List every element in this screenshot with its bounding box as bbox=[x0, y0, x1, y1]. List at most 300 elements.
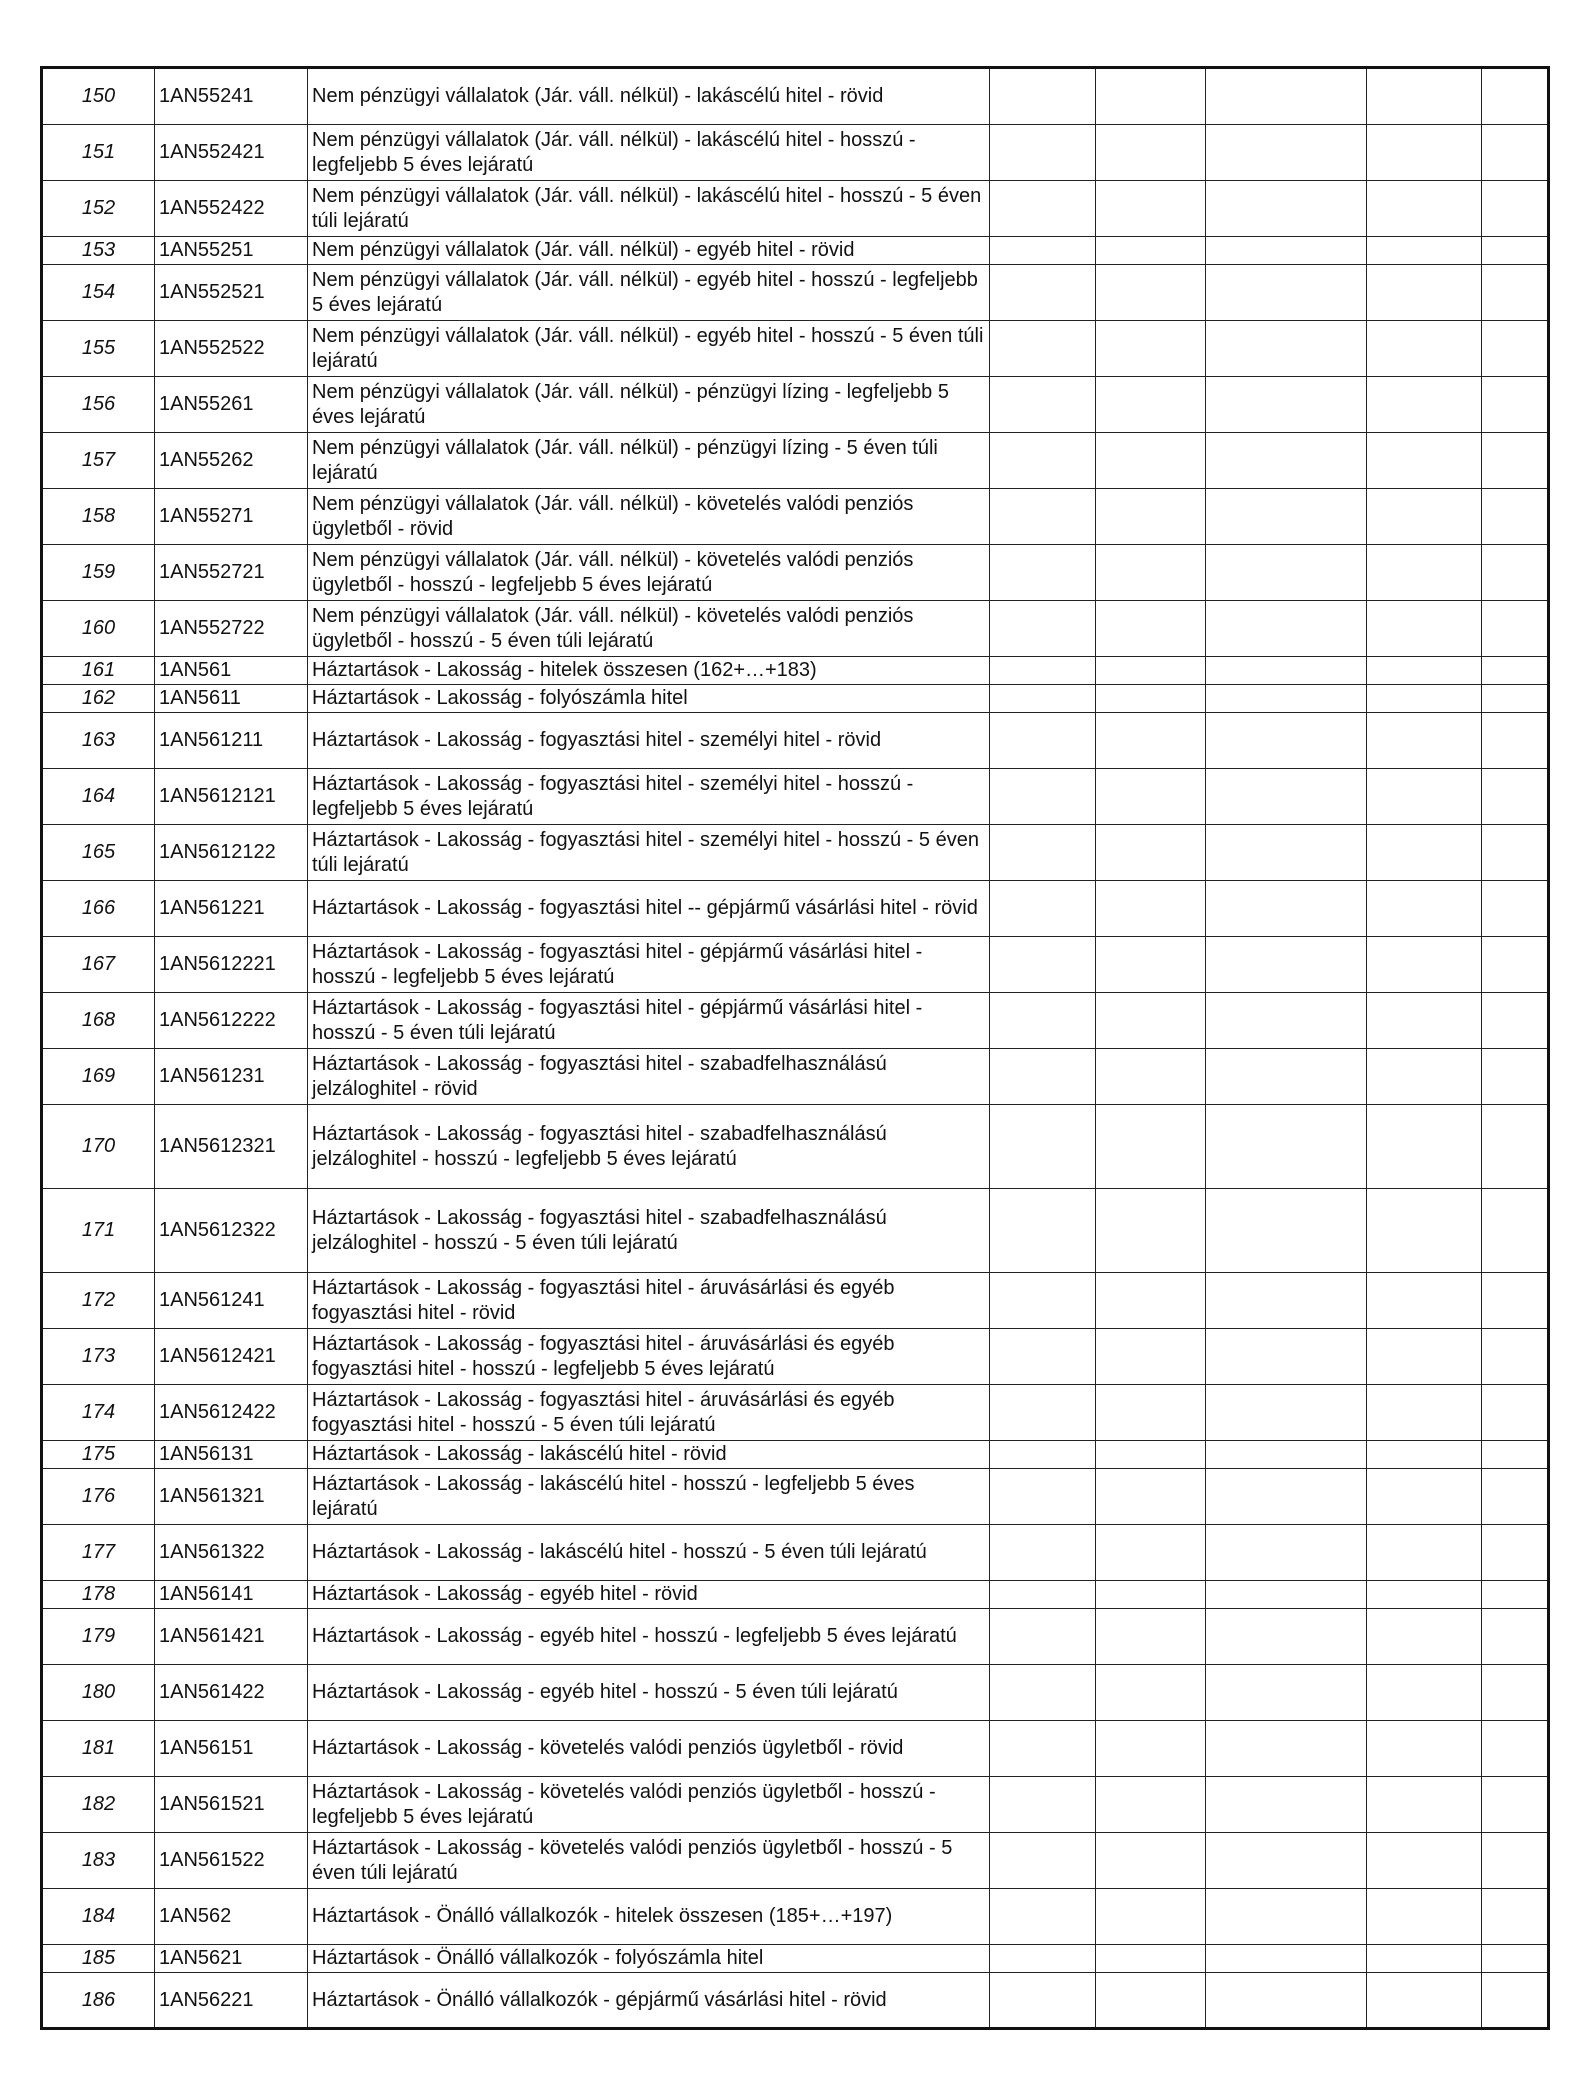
row-number: 158 bbox=[42, 489, 155, 545]
row-description: Háztartások - Lakosság - lakáscélú hitel - hosszú - 5 éven túli lejáratú bbox=[308, 1525, 990, 1581]
table-row bbox=[42, 125, 1549, 181]
empty-value-cell bbox=[1367, 1945, 1482, 1973]
row-description: Nem pénzügyi vállalatok (Jár. váll. nélkül) - követelés valódi penziós ügyletből - hosszú - 5 éven túli lejáratú bbox=[308, 601, 990, 657]
empty-value-cell bbox=[1096, 825, 1206, 881]
table-row bbox=[42, 1665, 1549, 1721]
table-row bbox=[42, 1385, 1549, 1441]
empty-value-cell bbox=[1367, 1721, 1482, 1777]
empty-value-cell bbox=[1482, 433, 1549, 489]
table-row bbox=[42, 993, 1549, 1049]
row-number: 164 bbox=[42, 769, 155, 825]
empty-value-cell bbox=[990, 1721, 1096, 1777]
row-description: Háztartások - Lakosság - fogyasztási hitel - gépjármű vásárlási hitel - hosszú - legfeljebb 5 éves lejáratú bbox=[308, 937, 990, 993]
empty-value-cell bbox=[1367, 713, 1482, 769]
row-code: 1AN561231 bbox=[155, 1049, 308, 1105]
empty-value-cell bbox=[1367, 1189, 1482, 1273]
empty-value-cell bbox=[1096, 1889, 1206, 1945]
empty-value-cell bbox=[990, 265, 1096, 321]
empty-value-cell bbox=[1096, 685, 1206, 713]
empty-value-cell bbox=[1206, 881, 1367, 937]
row-number: 150 bbox=[42, 68, 155, 125]
empty-value-cell bbox=[990, 237, 1096, 265]
row-number: 159 bbox=[42, 545, 155, 601]
empty-value-cell bbox=[1482, 1049, 1549, 1105]
empty-value-cell bbox=[990, 489, 1096, 545]
row-number: 173 bbox=[42, 1329, 155, 1385]
empty-value-cell bbox=[1367, 1049, 1482, 1105]
row-description: Háztartások - Önálló vállalkozók - folyószámla hitel bbox=[308, 1945, 990, 1973]
empty-value-cell bbox=[1096, 1833, 1206, 1889]
empty-value-cell bbox=[1096, 265, 1206, 321]
empty-value-cell bbox=[1367, 1973, 1482, 2029]
empty-value-cell bbox=[1367, 1833, 1482, 1889]
table-row bbox=[42, 265, 1549, 321]
row-description: Háztartások - Lakosság - lakáscélú hitel - hosszú - legfeljebb 5 éves lejáratú bbox=[308, 1469, 990, 1525]
empty-value-cell bbox=[990, 1945, 1096, 1973]
table-row bbox=[42, 181, 1549, 237]
empty-value-cell bbox=[1367, 1777, 1482, 1833]
empty-value-cell bbox=[1482, 1105, 1549, 1189]
empty-value-cell bbox=[990, 181, 1096, 237]
empty-value-cell bbox=[990, 1441, 1096, 1469]
table-row bbox=[42, 769, 1549, 825]
row-code: 1AN561322 bbox=[155, 1525, 308, 1581]
empty-value-cell bbox=[1206, 1049, 1367, 1105]
empty-value-cell bbox=[1482, 1665, 1549, 1721]
empty-value-cell bbox=[1206, 433, 1367, 489]
empty-value-cell bbox=[1206, 1525, 1367, 1581]
empty-value-cell bbox=[1367, 1609, 1482, 1665]
empty-value-cell bbox=[1096, 433, 1206, 489]
table-row bbox=[42, 433, 1549, 489]
row-code: 1AN55241 bbox=[155, 68, 308, 125]
row-code: 1AN5612221 bbox=[155, 937, 308, 993]
empty-value-cell bbox=[1206, 825, 1367, 881]
row-code: 1AN552721 bbox=[155, 545, 308, 601]
empty-value-cell bbox=[990, 937, 1096, 993]
empty-value-cell bbox=[990, 1273, 1096, 1329]
row-code: 1AN561211 bbox=[155, 713, 308, 769]
empty-value-cell bbox=[1482, 1945, 1549, 1973]
empty-value-cell bbox=[1367, 181, 1482, 237]
row-description: Háztartások - Lakosság - fogyasztási hitel - áruvásárlási és egyéb fogyasztási hitel - hosszú - 5 éven túli lejáratú bbox=[308, 1385, 990, 1441]
empty-value-cell bbox=[1096, 1273, 1206, 1329]
empty-value-cell bbox=[1206, 993, 1367, 1049]
row-code: 1AN5612421 bbox=[155, 1329, 308, 1385]
empty-value-cell bbox=[1367, 1441, 1482, 1469]
empty-value-cell bbox=[1482, 377, 1549, 433]
row-code: 1AN552521 bbox=[155, 265, 308, 321]
row-number: 181 bbox=[42, 1721, 155, 1777]
empty-value-cell bbox=[1206, 657, 1367, 685]
row-number: 157 bbox=[42, 433, 155, 489]
empty-value-cell bbox=[1482, 1581, 1549, 1609]
empty-value-cell bbox=[1367, 68, 1482, 125]
empty-value-cell bbox=[1482, 1329, 1549, 1385]
row-description: Háztartások - Lakosság - egyéb hitel - rövid bbox=[308, 1581, 990, 1609]
empty-value-cell bbox=[1096, 1973, 1206, 2029]
row-description: Háztartások - Lakosság - folyószámla hitel bbox=[308, 685, 990, 713]
row-number: 170 bbox=[42, 1105, 155, 1189]
empty-value-cell bbox=[1367, 1469, 1482, 1525]
row-number: 152 bbox=[42, 181, 155, 237]
row-number: 176 bbox=[42, 1469, 155, 1525]
table-row bbox=[42, 1525, 1549, 1581]
table-row bbox=[42, 881, 1549, 937]
empty-value-cell bbox=[990, 657, 1096, 685]
row-code: 1AN561241 bbox=[155, 1273, 308, 1329]
row-number: 167 bbox=[42, 937, 155, 993]
row-number: 185 bbox=[42, 1945, 155, 1973]
empty-value-cell bbox=[1482, 1609, 1549, 1665]
row-description: Háztartások - Lakosság - fogyasztási hitel -- gépjármű vásárlási hitel - rövid bbox=[308, 881, 990, 937]
row-description: Háztartások - Lakosság - egyéb hitel - hosszú - legfeljebb 5 éves lejáratú bbox=[308, 1609, 990, 1665]
empty-value-cell bbox=[1206, 601, 1367, 657]
table-row bbox=[42, 1273, 1549, 1329]
empty-value-cell bbox=[1096, 1721, 1206, 1777]
row-number: 171 bbox=[42, 1189, 155, 1273]
table-row bbox=[42, 1833, 1549, 1889]
table-row bbox=[42, 1189, 1549, 1273]
empty-value-cell bbox=[990, 125, 1096, 181]
empty-value-cell bbox=[1367, 377, 1482, 433]
row-description: Háztartások - Lakosság - egyéb hitel - hosszú - 5 éven túli lejáratú bbox=[308, 1665, 990, 1721]
empty-value-cell bbox=[1367, 1889, 1482, 1945]
empty-value-cell bbox=[1096, 937, 1206, 993]
empty-value-cell bbox=[1206, 321, 1367, 377]
row-description: Nem pénzügyi vállalatok (Jár. váll. nélkül) - lakáscélú hitel - hosszú - 5 éven túli lejáratú bbox=[308, 181, 990, 237]
row-description: Háztartások - Lakosság - fogyasztási hitel - személyi hitel - rövid bbox=[308, 713, 990, 769]
row-code: 1AN55251 bbox=[155, 237, 308, 265]
empty-value-cell bbox=[1482, 489, 1549, 545]
table-row bbox=[42, 489, 1549, 545]
empty-value-cell bbox=[990, 321, 1096, 377]
empty-value-cell bbox=[1482, 181, 1549, 237]
row-code: 1AN5612321 bbox=[155, 1105, 308, 1189]
row-description: Háztartások - Önálló vállalkozók - gépjármű vásárlási hitel - rövid bbox=[308, 1973, 990, 2029]
empty-value-cell bbox=[1367, 1665, 1482, 1721]
row-number: 186 bbox=[42, 1973, 155, 2029]
row-code: 1AN56221 bbox=[155, 1973, 308, 2029]
empty-value-cell bbox=[990, 545, 1096, 601]
empty-value-cell bbox=[1482, 1721, 1549, 1777]
row-code: 1AN56131 bbox=[155, 1441, 308, 1469]
empty-value-cell bbox=[1367, 685, 1482, 713]
empty-value-cell bbox=[990, 601, 1096, 657]
empty-value-cell bbox=[990, 713, 1096, 769]
table-row bbox=[42, 657, 1549, 685]
row-number: 166 bbox=[42, 881, 155, 937]
table-row bbox=[42, 1329, 1549, 1385]
table-row bbox=[42, 1105, 1549, 1189]
empty-value-cell bbox=[990, 1525, 1096, 1581]
row-number: 163 bbox=[42, 713, 155, 769]
empty-value-cell bbox=[1206, 265, 1367, 321]
empty-value-cell bbox=[1482, 321, 1549, 377]
empty-value-cell bbox=[990, 1777, 1096, 1833]
row-code: 1AN55262 bbox=[155, 433, 308, 489]
empty-value-cell bbox=[1367, 125, 1482, 181]
row-description: Háztartások - Lakosság - fogyasztási hitel - szabadfelhasználású jelzáloghitel - rövid bbox=[308, 1049, 990, 1105]
empty-value-cell bbox=[1482, 1385, 1549, 1441]
row-description: Háztartások - Lakosság - fogyasztási hitel - szabadfelhasználású jelzáloghitel - hosszú - legfeljebb 5 éves lejáratú bbox=[308, 1105, 990, 1189]
empty-value-cell bbox=[1206, 1329, 1367, 1385]
data-table bbox=[40, 66, 1550, 2030]
empty-value-cell bbox=[1096, 1665, 1206, 1721]
empty-value-cell bbox=[1482, 1525, 1549, 1581]
row-description: Nem pénzügyi vállalatok (Jár. váll. nélkül) - pénzügyi lízing - 5 éven túli lejáratú bbox=[308, 433, 990, 489]
empty-value-cell bbox=[990, 1581, 1096, 1609]
empty-value-cell bbox=[1482, 237, 1549, 265]
row-code: 1AN552522 bbox=[155, 321, 308, 377]
row-number: 168 bbox=[42, 993, 155, 1049]
empty-value-cell bbox=[1206, 1945, 1367, 1973]
empty-value-cell bbox=[1206, 1441, 1367, 1469]
row-code: 1AN561 bbox=[155, 657, 308, 685]
row-number: 184 bbox=[42, 1889, 155, 1945]
empty-value-cell bbox=[1367, 601, 1482, 657]
empty-value-cell bbox=[1096, 769, 1206, 825]
row-code: 1AN561321 bbox=[155, 1469, 308, 1525]
empty-value-cell bbox=[1482, 825, 1549, 881]
empty-value-cell bbox=[990, 377, 1096, 433]
empty-value-cell bbox=[1096, 68, 1206, 125]
empty-value-cell bbox=[1206, 685, 1367, 713]
empty-value-cell bbox=[990, 1049, 1096, 1105]
row-description: Háztartások - Lakosság - követelés valódi penziós ügyletből - hosszú - legfeljebb 5 éves lejáratú bbox=[308, 1777, 990, 1833]
empty-value-cell bbox=[1206, 1721, 1367, 1777]
empty-value-cell bbox=[990, 1665, 1096, 1721]
empty-value-cell bbox=[1367, 937, 1482, 993]
empty-value-cell bbox=[1482, 1833, 1549, 1889]
row-description: Nem pénzügyi vállalatok (Jár. váll. nélkül) - egyéb hitel - hosszú - legfeljebb 5 éves lejáratú bbox=[308, 265, 990, 321]
row-code: 1AN561422 bbox=[155, 1665, 308, 1721]
row-number: 153 bbox=[42, 237, 155, 265]
empty-value-cell bbox=[1096, 1777, 1206, 1833]
row-code: 1AN56141 bbox=[155, 1581, 308, 1609]
empty-value-cell bbox=[1206, 937, 1367, 993]
row-number: 156 bbox=[42, 377, 155, 433]
row-number: 175 bbox=[42, 1441, 155, 1469]
empty-value-cell bbox=[1367, 545, 1482, 601]
table-row bbox=[42, 1441, 1549, 1469]
empty-value-cell bbox=[1482, 993, 1549, 1049]
row-code: 1AN552722 bbox=[155, 601, 308, 657]
empty-value-cell bbox=[1206, 1273, 1367, 1329]
empty-value-cell bbox=[1367, 825, 1482, 881]
empty-value-cell bbox=[1206, 1777, 1367, 1833]
empty-value-cell bbox=[1096, 1441, 1206, 1469]
row-description: Háztartások - Lakosság - lakáscélú hitel - rövid bbox=[308, 1441, 990, 1469]
empty-value-cell bbox=[1206, 181, 1367, 237]
table-row bbox=[42, 937, 1549, 993]
empty-value-cell bbox=[990, 1609, 1096, 1665]
row-number: 177 bbox=[42, 1525, 155, 1581]
empty-value-cell bbox=[1367, 881, 1482, 937]
row-description: Nem pénzügyi vállalatok (Jár. váll. nélkül) - követelés valódi penziós ügyletből - hosszú - legfeljebb 5 éves lejáratú bbox=[308, 545, 990, 601]
empty-value-cell bbox=[1096, 1385, 1206, 1441]
row-code: 1AN5612322 bbox=[155, 1189, 308, 1273]
empty-value-cell bbox=[1482, 265, 1549, 321]
table-row bbox=[42, 1609, 1549, 1665]
row-number: 161 bbox=[42, 657, 155, 685]
empty-value-cell bbox=[990, 993, 1096, 1049]
row-code: 1AN552422 bbox=[155, 181, 308, 237]
empty-value-cell bbox=[1096, 125, 1206, 181]
empty-value-cell bbox=[1206, 237, 1367, 265]
row-code: 1AN561522 bbox=[155, 1833, 308, 1889]
empty-value-cell bbox=[1482, 685, 1549, 713]
empty-value-cell bbox=[1096, 237, 1206, 265]
empty-value-cell bbox=[990, 433, 1096, 489]
empty-value-cell bbox=[1482, 68, 1549, 125]
empty-value-cell bbox=[990, 1833, 1096, 1889]
empty-value-cell bbox=[1206, 68, 1367, 125]
table-row bbox=[42, 545, 1549, 601]
empty-value-cell bbox=[1367, 433, 1482, 489]
row-description: Háztartások - Lakosság - hitelek összesen (162+…+183) bbox=[308, 657, 990, 685]
row-description: Háztartások - Lakosság - fogyasztási hitel - áruvásárlási és egyéb fogyasztási hitel - hosszú - legfeljebb 5 éves lejáratú bbox=[308, 1329, 990, 1385]
empty-value-cell bbox=[1482, 1441, 1549, 1469]
table-row bbox=[42, 601, 1549, 657]
empty-value-cell bbox=[1367, 1581, 1482, 1609]
empty-value-cell bbox=[1367, 1525, 1482, 1581]
empty-value-cell bbox=[1482, 1889, 1549, 1945]
table-row bbox=[42, 1889, 1549, 1945]
table-row bbox=[42, 377, 1549, 433]
row-number: 154 bbox=[42, 265, 155, 321]
empty-value-cell bbox=[990, 881, 1096, 937]
row-description: Háztartások - Lakosság - követelés valódi penziós ügyletből - hosszú - 5 éven túli lejáratú bbox=[308, 1833, 990, 1889]
empty-value-cell bbox=[1482, 769, 1549, 825]
empty-value-cell bbox=[990, 1469, 1096, 1525]
row-description: Háztartások - Lakosság - követelés valódi penziós ügyletből - rövid bbox=[308, 1721, 990, 1777]
empty-value-cell bbox=[990, 1189, 1096, 1273]
empty-value-cell bbox=[1206, 377, 1367, 433]
row-number: 178 bbox=[42, 1581, 155, 1609]
row-code: 1AN56151 bbox=[155, 1721, 308, 1777]
empty-value-cell bbox=[1482, 601, 1549, 657]
table-row bbox=[42, 237, 1549, 265]
row-code: 1AN5621 bbox=[155, 1945, 308, 1973]
row-number: 172 bbox=[42, 1273, 155, 1329]
row-description: Háztartások - Lakosság - fogyasztási hitel - szabadfelhasználású jelzáloghitel - hosszú - 5 éven túli lejáratú bbox=[308, 1189, 990, 1273]
empty-value-cell bbox=[1367, 1273, 1482, 1329]
row-code: 1AN55271 bbox=[155, 489, 308, 545]
empty-value-cell bbox=[1206, 713, 1367, 769]
empty-value-cell bbox=[1367, 265, 1482, 321]
row-code: 1AN561521 bbox=[155, 1777, 308, 1833]
row-description: Nem pénzügyi vállalatok (Jár. váll. nélkül) - egyéb hitel - hosszú - 5 éven túli lejáratú bbox=[308, 321, 990, 377]
table-body bbox=[42, 68, 1549, 2029]
row-number: 151 bbox=[42, 125, 155, 181]
row-description: Háztartások - Önálló vállalkozók - hitelek összesen (185+…+197) bbox=[308, 1889, 990, 1945]
row-code: 1AN562 bbox=[155, 1889, 308, 1945]
empty-value-cell bbox=[1206, 1581, 1367, 1609]
empty-value-cell bbox=[990, 1889, 1096, 1945]
table-row bbox=[42, 1945, 1549, 1973]
row-code: 1AN5612121 bbox=[155, 769, 308, 825]
row-number: 169 bbox=[42, 1049, 155, 1105]
empty-value-cell bbox=[1206, 125, 1367, 181]
empty-value-cell bbox=[1096, 181, 1206, 237]
empty-value-cell bbox=[1367, 769, 1482, 825]
empty-value-cell bbox=[1367, 1385, 1482, 1441]
empty-value-cell bbox=[1206, 1889, 1367, 1945]
empty-value-cell bbox=[1096, 1189, 1206, 1273]
empty-value-cell bbox=[1482, 881, 1549, 937]
empty-value-cell bbox=[1096, 377, 1206, 433]
empty-value-cell bbox=[1206, 489, 1367, 545]
row-number: 182 bbox=[42, 1777, 155, 1833]
empty-value-cell bbox=[1482, 1777, 1549, 1833]
empty-value-cell bbox=[1482, 1273, 1549, 1329]
row-description: Háztartások - Lakosság - fogyasztási hitel - áruvásárlási és egyéb fogyasztási hitel - rövid bbox=[308, 1273, 990, 1329]
empty-value-cell bbox=[990, 1329, 1096, 1385]
row-description: Nem pénzügyi vállalatok (Jár. váll. nélkül) - követelés valódi penziós ügyletből - rövid bbox=[308, 489, 990, 545]
empty-value-cell bbox=[1096, 545, 1206, 601]
table-row bbox=[42, 1721, 1549, 1777]
row-number: 180 bbox=[42, 1665, 155, 1721]
empty-value-cell bbox=[1206, 1665, 1367, 1721]
empty-value-cell bbox=[1096, 489, 1206, 545]
table-row bbox=[42, 321, 1549, 377]
row-code: 1AN561421 bbox=[155, 1609, 308, 1665]
empty-value-cell bbox=[1096, 1945, 1206, 1973]
empty-value-cell bbox=[1206, 1469, 1367, 1525]
empty-value-cell bbox=[1096, 321, 1206, 377]
row-description: Nem pénzügyi vállalatok (Jár. váll. nélkül) - lakáscélú hitel - rövid bbox=[308, 68, 990, 125]
row-code: 1AN5612122 bbox=[155, 825, 308, 881]
row-code: 1AN5612222 bbox=[155, 993, 308, 1049]
empty-value-cell bbox=[1096, 713, 1206, 769]
row-number: 165 bbox=[42, 825, 155, 881]
empty-value-cell bbox=[1206, 1189, 1367, 1273]
table-row bbox=[42, 1581, 1549, 1609]
empty-value-cell bbox=[1206, 545, 1367, 601]
empty-value-cell bbox=[1367, 321, 1482, 377]
empty-value-cell bbox=[1482, 657, 1549, 685]
empty-value-cell bbox=[1096, 1581, 1206, 1609]
table-row bbox=[42, 825, 1549, 881]
row-code: 1AN55261 bbox=[155, 377, 308, 433]
empty-value-cell bbox=[990, 1973, 1096, 2029]
row-code: 1AN561221 bbox=[155, 881, 308, 937]
empty-value-cell bbox=[1096, 1049, 1206, 1105]
table-row bbox=[42, 1973, 1549, 2029]
empty-value-cell bbox=[1206, 1973, 1367, 2029]
empty-value-cell bbox=[1096, 1609, 1206, 1665]
empty-value-cell bbox=[1206, 769, 1367, 825]
empty-value-cell bbox=[1096, 1469, 1206, 1525]
empty-value-cell bbox=[990, 1105, 1096, 1189]
empty-value-cell bbox=[1482, 937, 1549, 993]
empty-value-cell bbox=[1206, 1105, 1367, 1189]
empty-value-cell bbox=[1206, 1609, 1367, 1665]
row-description: Háztartások - Lakosság - fogyasztási hitel - személyi hitel - hosszú - legfeljebb 5 éves lejáratú bbox=[308, 769, 990, 825]
table-row bbox=[42, 1777, 1549, 1833]
empty-value-cell bbox=[1367, 993, 1482, 1049]
empty-value-cell bbox=[1096, 881, 1206, 937]
table-row bbox=[42, 685, 1549, 713]
row-description: Nem pénzügyi vállalatok (Jár. váll. nélkül) - lakáscélú hitel - hosszú - legfeljebb 5 éves lejáratú bbox=[308, 125, 990, 181]
empty-value-cell bbox=[1482, 1469, 1549, 1525]
row-number: 174 bbox=[42, 1385, 155, 1441]
empty-value-cell bbox=[1096, 993, 1206, 1049]
row-number: 179 bbox=[42, 1609, 155, 1665]
table-row bbox=[42, 1469, 1549, 1525]
row-number: 162 bbox=[42, 685, 155, 713]
